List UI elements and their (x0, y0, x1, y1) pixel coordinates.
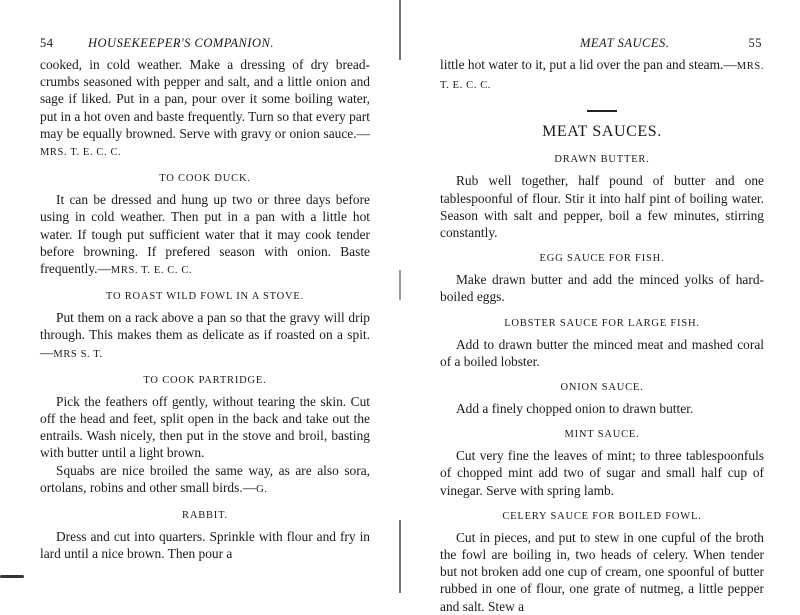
recipe-heading-egg-sauce: EGG SAUCE FOR FISH. (539, 253, 665, 265)
right-page (402, 0, 800, 614)
paragraph-text: Rub well together, half pound of butter and one tablespoonful of flour. Stir it into half pint of boiling water. Season with salt and pepper, boil a few minutes, stirring constantly. (440, 173, 764, 241)
paragraph (440, 172, 764, 241)
recipe-heading-lobster-sauce: LOBSTER SAUCE FOR LARGE FISH. (504, 317, 700, 329)
paragraph (440, 529, 764, 615)
attribution: MRS. T. E. C. C. (40, 147, 122, 159)
section-title: MEAT SAUCES. (542, 123, 662, 141)
attribution: G. (256, 483, 268, 495)
paragraph (440, 271, 764, 305)
running-title-left: HOUSEKEEPER'S COMPANION. (88, 36, 274, 50)
paragraph-text: It can be dressed and hung up two or three days before using in cold weather. Then put in a pan with a little hot water. If tough put sufficient water that it may cook tender before browning. If prefered season with onion. Baste frequently.— (40, 192, 370, 277)
recipe-heading-mint-sauce: MINT SAUCE. (564, 429, 640, 441)
left-page-header (40, 36, 370, 56)
paragraph-continued (440, 56, 764, 94)
paragraph-text: Cut very fine the leaves of mint; to three tablespoonfuls of chopped mint add two of sugar and small half cup of vinegar. Serve with spring lamb. (440, 448, 764, 498)
recipe-heading-onion-sauce: ONION SAUCE. (560, 382, 644, 394)
paragraph (40, 309, 370, 363)
recipe-heading-wild-fowl: TO ROAST WILD FOWL IN A STOVE. (105, 291, 305, 303)
paragraph (40, 528, 370, 562)
paragraph-continued (40, 56, 370, 161)
paragraph-text: Squabs are nice broiled the same way, as are also sora, ortolans, robins and other small birds.— (40, 462, 370, 495)
recipe-heading-celery-sauce: CELERY SAUCE FOR BOILED FOWL. (502, 510, 702, 522)
recipe-heading-rabbit: RABBIT. (182, 510, 228, 522)
paragraph-text: Add a finely chopped onion to drawn butter. (456, 401, 694, 417)
book-gutter (399, 0, 401, 593)
recipe-heading-partridge: TO COOK PARTRIDGE. (143, 374, 267, 386)
running-title-right: MEAT SAUCES. (580, 36, 670, 50)
paragraph-text: Dress and cut into quarters. Sprinkle with flour and fry in lard until a nice brown. Then pour a (40, 529, 370, 562)
paragraph (440, 336, 764, 370)
left-page (0, 0, 400, 593)
paragraph (40, 191, 370, 279)
paragraph-text: Make drawn butter and add the minced yolks of hard-boiled eggs. (440, 272, 764, 305)
paragraph-text: little hot water to it, put a lid over the pan and steam.— (440, 57, 737, 72)
paragraph (440, 447, 764, 499)
attribution: MRS S. T. (53, 348, 103, 360)
paragraph-text: cooked, in cold weather. Make a dressing of dry bread-crumbs seasoned with pepper and salt, and a little onion and sage if liked. Put in a pan, pour over it some boiling water, put in a hot oven and baste frequently. Turn so that every part may be equally browned. Serve with gravy or onion sauce.— (40, 57, 370, 141)
recipe-heading-duck: TO COOK DUCK. (159, 173, 251, 185)
paragraph-text: Pick the feathers off gently, without tearing the skin. Cut off the head and feet, split open in the back and take out the entrails. Wash nicely, then put in the stove and broil, basting with butter until a light brown. (40, 393, 370, 461)
scan-artifact (0, 575, 24, 578)
paragraph (40, 393, 370, 462)
paragraph (440, 400, 764, 417)
recipe-heading-drawn-butter: DRAWN BUTTER. (554, 154, 650, 166)
right-page-header (440, 36, 764, 56)
paragraph-text: Put them on a rack above a pan so that the gravy will drip through. This makes them as delicate as if roasted on a spit.— (40, 310, 370, 360)
page-number-left: 54 (40, 36, 54, 50)
section-divider (587, 110, 617, 112)
paragraph (40, 462, 370, 498)
page-number-right: 55 (748, 36, 762, 50)
paragraph-text: Cut in pieces, and put to stew in one cupful of the broth the fowl are boiling in, two heads of celery. When tender but not broken add one cup of cream, one spoonful of butter rubbed in one of flour, one grate of nutmeg, a little pepper and salt. Stew a (440, 529, 764, 614)
attribution: MRS. T. E. C. C. (440, 61, 764, 92)
paragraph-text: Add to drawn butter the minced meat and mashed coral of a boiled lobster. (440, 336, 764, 369)
attribution: MRS. T. E. C. C. (110, 265, 193, 277)
